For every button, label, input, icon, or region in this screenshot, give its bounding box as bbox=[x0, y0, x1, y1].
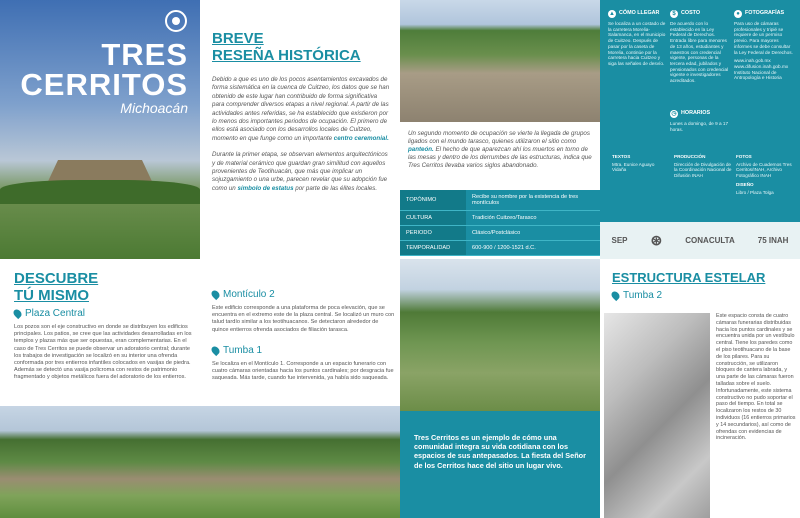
inah-name: Instituto Nacional de Antropología e Historia bbox=[734, 69, 782, 81]
plaza-ruins-photo bbox=[0, 406, 400, 518]
fact-key: TOPÓNIMO bbox=[400, 190, 466, 211]
estelar-panel bbox=[600, 259, 800, 518]
costo-heading bbox=[670, 10, 730, 18]
como-llegar-text: Se localiza a un costado de la carretera Morelia-Salamanca, en el municipio de Cuitzeo. Después de pasar por la caseta de Morelia, continúe por la carretera hacia Cuitzeo y siga las señales de desvío. bbox=[608, 21, 666, 66]
produccion-title: PRODUCCIÓN bbox=[674, 154, 706, 159]
monticulo-text: Este edificio corresponde a una plataforma de poca elevación, que se encuentra en el extremo este de la plaza central. Se localizó un muro con talud tardío similar a los teotihuacanos. Se detectaron alrededor de quince entierros ofrenda asociados de filiación tarasca. bbox=[212, 305, 395, 333]
produccion-text: Dirección de Divulgación de la Coordinación Nacional de Difusión INAH bbox=[674, 161, 732, 178]
textos-title: TEXTOS bbox=[612, 154, 631, 159]
resena-heading-line1: BREVE bbox=[212, 30, 264, 47]
ticket-icon: $ bbox=[670, 10, 678, 18]
tumba2-heading bbox=[612, 290, 662, 301]
map-pin-icon bbox=[12, 308, 23, 319]
tumba1-title: Tumba 1 bbox=[223, 345, 263, 356]
conaculta-logo: CONACULTA bbox=[685, 236, 735, 245]
plaza-central-title: Plaza Central bbox=[25, 308, 86, 319]
trees-photo bbox=[0, 180, 200, 204]
tomb-stone-photo bbox=[604, 313, 710, 518]
resena-heading bbox=[212, 30, 390, 64]
cover-title bbox=[20, 37, 188, 102]
table-row bbox=[400, 190, 600, 211]
horarios-title: HORARIOS bbox=[681, 110, 711, 117]
descubre-heading bbox=[14, 270, 98, 304]
occupation-text-bold: panteón. bbox=[408, 146, 434, 153]
resena-p1-bold: centro ceremonial. bbox=[333, 134, 389, 142]
community-quote: Tres Cerritos es un ejemplo de cómo una comunidad integra su vida cotidiana con los espacios de sus antepasados. La fiesta del Señor de los Cerritos hace del sitio un lugar vivo. bbox=[400, 411, 600, 518]
fotografias-text: Para uso de cámaras profesionales y tripié se requiere de un permiso previo. Para mayores informes se debe consultar la Ley Federal de Derechos. bbox=[734, 21, 793, 55]
table-row bbox=[400, 226, 600, 241]
cover-subtitle: Michoacán bbox=[120, 100, 188, 116]
costo-text: De acuerdo con lo establecido en la Ley Federal de Derechos. Entrada libre para menores de 13 años, estudiantes y maestros con credencial vigente, personas de la tercera edad, jubilados y pensionados con credencial vigente e investigadores acreditados. bbox=[670, 21, 729, 84]
fotografias-title: FOTOGRAFÍAS bbox=[745, 10, 785, 17]
car-icon: ▲ bbox=[609, 11, 615, 17]
quote-panel bbox=[400, 259, 600, 518]
clock-icon: ◷ bbox=[671, 111, 677, 117]
fotografias-block bbox=[734, 10, 794, 81]
como-llegar-title: CÓMO LLEGAR bbox=[619, 10, 660, 17]
occupation-text-end: El hecho de que aparezcan ahí los muertos en torno de las mesas y dentro de los derrumbes de las estructuras, indica que Tres Cerritos llevaba varios siglos abandonado. bbox=[408, 146, 592, 169]
resena-p2-bold: símbolo de estatus bbox=[237, 184, 294, 192]
cover-panel bbox=[0, 0, 200, 259]
resena-p2-text: Durante la primer etapa, se observan elementos arquitectónicos y de material cerámico que guardan gran similitud con aquellos provenientes de Teotihuacán, que más que implicar un sojuzgamiento o una urbe, parecen revelar que su adopción fue como un bbox=[212, 151, 388, 192]
site-panel bbox=[400, 0, 600, 259]
fotografias-heading bbox=[734, 10, 794, 18]
resena-paragraph-2 bbox=[212, 151, 390, 193]
sponsor-logos bbox=[600, 222, 800, 259]
descubre-panel bbox=[0, 259, 400, 518]
info-panel bbox=[600, 0, 800, 259]
estelar-heading: ESTRUCTURA ESTELAR bbox=[612, 270, 766, 285]
resena-panel bbox=[200, 0, 400, 259]
fact-key: TEMPORALIDAD bbox=[400, 241, 466, 256]
costo-block bbox=[670, 10, 730, 84]
resena-paragraph-1 bbox=[212, 76, 390, 143]
textos-credit bbox=[612, 154, 666, 173]
fact-value: Tradición Cuitzeo/Tarasco bbox=[466, 211, 600, 226]
horarios-text: Lunes a domingo, de 9 a 17 horas. bbox=[670, 121, 729, 132]
fact-value: Clásico/Postclásico bbox=[466, 226, 600, 241]
sep-logo: SEP bbox=[611, 236, 628, 245]
textos-text: Mtra. Eunice Aguayo Vidaña bbox=[612, 161, 655, 173]
resena-heading-line2: RESEÑA HISTÓRICA bbox=[212, 47, 361, 64]
website-link-2[interactable]: www.difusion.inah.gob.mx bbox=[734, 63, 789, 69]
plaza-central-text: Los pozos son el eje constructivo en donde se distribuyen los edificios principales. Los patios, se cree que las actividades desarrolladas en los templos y plazas más que ser opuestas, eran complementarias. En el caso de Tres Cerritos se puede observar un adoratorio central; durante los trabajos de investigación se localizó en su interior una ofrenda conformada por tres entierros infantiles colocados en vasijas de piedra. Además se detectó una vasija policroma con restos de patrimonio fragmentado y objetos metálicos fuera del adoratorio de los entierros. bbox=[14, 324, 192, 381]
descubre-heading-line2: TÚ MISMO bbox=[14, 287, 89, 304]
tumba1-text: Se localiza en el Montículo 1. Corresponde a un espacio funerario con cuatro cámaras orientadas hacia los puntos cardinales; por desgracia fue saqueada. Más tarde, cuando fue intervenida, ya había sido saqueada. bbox=[212, 361, 394, 382]
produccion-credit bbox=[674, 154, 732, 178]
map-pin-icon bbox=[610, 290, 621, 301]
table-row bbox=[400, 211, 600, 226]
descubre-heading-line1: DESCUBRE bbox=[14, 270, 99, 287]
tumba2-text: Este espacio consta de cuatro cámaras funerarias distribuidas hacia los puntos cardinales y se encuentra unida por un vestíbulo central. Tiene los paredes como el piso teotihuacano de la base de los pilares. Para su construcción, se utilizaron bloques de cantera labrada, y una parte de las cámaras fueron talladas sobre el suelo. Infortunadamente, este sistema constructivo no pudo soportar el paso del tiempo. En total se localizaron los restos de 30 individuos (16 entierros primarios y 14 secundarios), así como de ofrendas con evidencias de incineración. bbox=[716, 313, 796, 442]
fact-value: 600-900 / 1200-1521 d.C. bbox=[466, 241, 600, 256]
field-ruins-photo bbox=[400, 259, 600, 411]
inah-75-logo: 75 INAH bbox=[757, 236, 789, 245]
site-facts-table bbox=[400, 190, 600, 256]
website-link-1[interactable]: www.inah.gob.mx bbox=[734, 58, 771, 64]
horarios-block bbox=[670, 110, 730, 132]
monticulo-title: Montículo 2 bbox=[223, 289, 275, 300]
fotos-title: FOTOS bbox=[736, 154, 752, 159]
diseno-text: Libro / Plaza Tolga bbox=[736, 189, 774, 195]
costo-title: COSTO bbox=[681, 10, 701, 17]
diseno-title: DISEÑO bbox=[736, 182, 754, 188]
mexico-seal-icon: ⊛ bbox=[650, 232, 663, 248]
map-pin-icon bbox=[210, 345, 221, 356]
fact-key: PERIODO bbox=[400, 226, 466, 241]
occupation-text-start: Un segundo momento de ocupación se vierte la llegada de grupos ligados con el mundo tarasco, quienes utilizaron el sitio como bbox=[408, 130, 590, 145]
map-pin-icon bbox=[210, 289, 221, 300]
second-occupation-text bbox=[408, 130, 596, 170]
camera-icon: ● bbox=[734, 10, 742, 18]
resena-p2-end: por parte de las élites locales. bbox=[295, 184, 378, 192]
inah-flower-logo-icon bbox=[165, 10, 187, 32]
como-llegar-block bbox=[608, 10, 666, 67]
tumba1-heading bbox=[212, 345, 262, 356]
resena-p1-text: Debido a que es uno de los pocos asentamientos excavados de forma sistemática en la cuenca de Cuitzeo, los datos que se han obtenido de este lugar han contribuido de forma significativa para comprender diversos etapas a nivel regional. A partir de las actividades antes referidas, se ha establecido que existieron por lo menos dos importantes periodos de ocupación. El primero de ellos está asociado con los desarrollos locales de Cuitzeo, momento en que funge como un importante bbox=[212, 76, 390, 142]
fact-key: CULTURA bbox=[400, 211, 466, 226]
cover-title-line2: CERRITOS bbox=[20, 67, 188, 102]
fotos-text: Archivo de Cuadernos Tres Cerritos/INAH, Archivo Fotográfico INAH bbox=[736, 161, 792, 178]
plaza-central-heading bbox=[14, 308, 85, 319]
tumba2-title: Tumba 2 bbox=[623, 290, 663, 301]
cover-title-line1: TRES bbox=[101, 37, 188, 72]
monticulo-heading bbox=[212, 289, 275, 300]
fotos-credit bbox=[736, 154, 796, 196]
fact-value: Recibe su nombre por la existencia de tres montículos bbox=[466, 190, 600, 211]
ruins-photo bbox=[400, 0, 600, 122]
horarios-heading bbox=[670, 110, 730, 118]
como-llegar-heading bbox=[608, 10, 666, 18]
table-row bbox=[400, 241, 600, 256]
